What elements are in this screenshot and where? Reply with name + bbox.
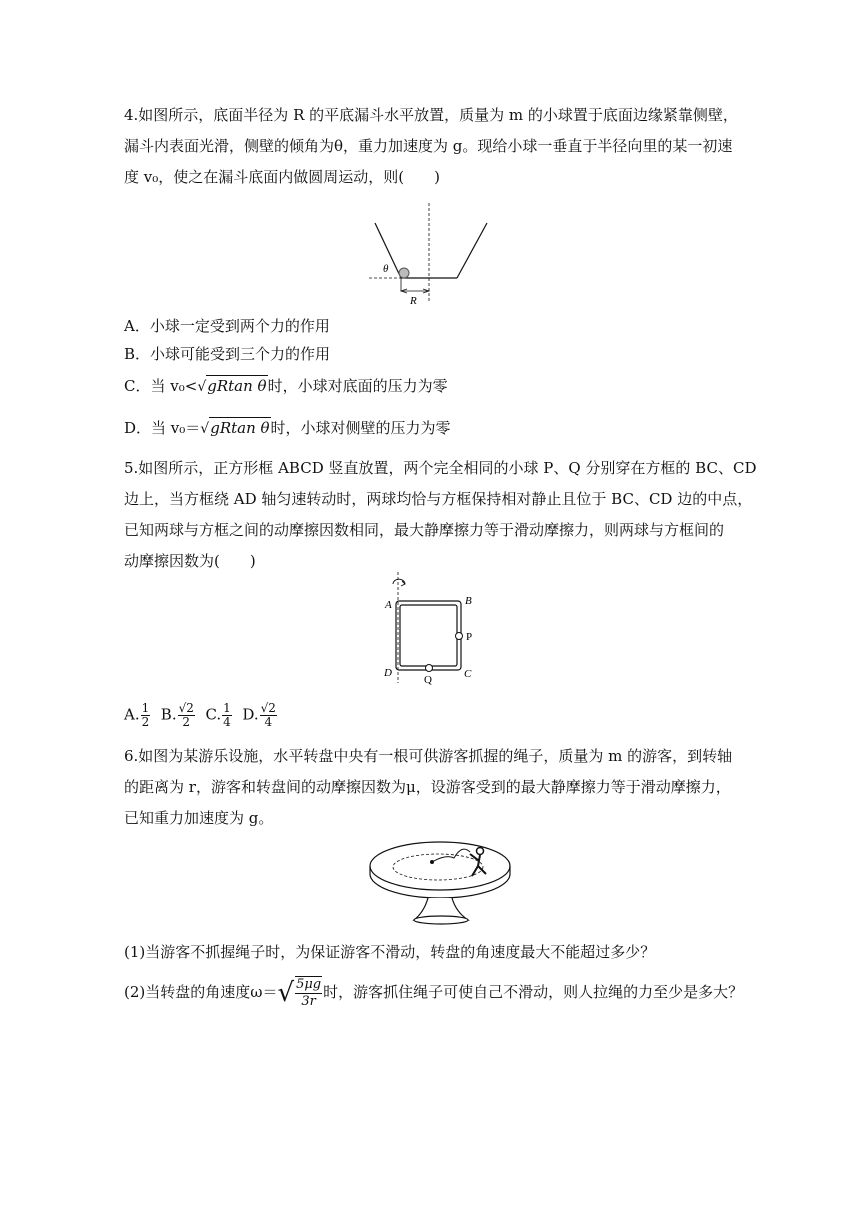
q5-option-b-fraction: $\frac{√2}{2}$: [178, 701, 194, 729]
q4-option-c-suffix: 时，小球对底面的压力为零: [267, 377, 448, 395]
q4-option-d-radicand: gRtan θ: [210, 419, 270, 437]
q4-option-c-radicand: gRtan θ: [207, 377, 267, 395]
q4-option-c: C．当 v₀<√gRtan θ时，小球对底面的压力为零: [124, 377, 448, 395]
vertex-d-label: D: [384, 667, 392, 679]
q6-subquestion-1: (1)当游客不抓握绳子时，为保证游客不滑动，转盘的角速度最大不能超过多少？: [124, 943, 656, 961]
vertex-c-label: C: [464, 668, 472, 680]
q5-option-a-fraction: $\frac{1}{2}$: [141, 701, 150, 729]
q6-subquestion-2-suffix: 时，游客抓住绳子可使自己不滑动，则人拉绳的力至少是多大？: [323, 983, 744, 1001]
omega-fraction: $\frac{5\mu g}{3r}$: [296, 977, 322, 1009]
theta-label: θ: [383, 263, 389, 275]
q5-option-c-label: C.: [205, 705, 222, 724]
q4-option-c-prefix: C．当 v₀<: [124, 377, 198, 395]
q4-option-b: B．小球可能受到三个力的作用: [124, 345, 331, 363]
q5-option-d-label: D.: [242, 705, 259, 724]
q4-option-d-suffix: 时，小球对侧壁的压力为零: [270, 419, 451, 437]
q6-stem-line-1: 6.如图为某游乐设施，水平转盘中央有一根可供游客抓握的绳子，质量为 m 的游客，到转轴: [124, 747, 733, 765]
q6-stem-line-2: 的距离为 r，游客和转盘间的动摩擦因数为μ，设游客受到的最大静摩擦力等于滑动摩擦力，: [124, 778, 731, 796]
q4-option-d-prefix: D．当 v₀＝: [124, 419, 201, 437]
ball-p-label: P: [466, 631, 473, 643]
q5-option-d-fraction: $\frac{√2}{4}$: [260, 701, 276, 729]
q5-stem-line-2: 边上，当方框绕 AD 轴匀速转动时，两球均恰与方框保持相对静止且位于 BC、CD 边的中点，: [124, 490, 753, 508]
turntable-figure: [366, 836, 516, 936]
vertex-a-label: A: [385, 599, 392, 611]
q4-option-d: D．当 v₀＝√gRtan θ时，小球对侧壁的压力为零: [124, 419, 451, 437]
q6-stem-line-3: 已知重力加速度为 g。: [124, 809, 274, 827]
vertex-b-label: B: [465, 595, 472, 607]
q6-subquestion-2-prefix: (2)当转盘的角速度ω＝: [124, 983, 278, 1001]
square-frame-figure: [375, 570, 485, 685]
q6-subquestion-2: (2)当转盘的角速度ω＝√ $\frac{5\mu g}{3r}$ 时，游客抓住绳子可使自己不滑动，则人拉绳的力至少是多大？: [124, 977, 744, 1009]
q5-stem-line-3: 已知两球与方框之间的动摩擦因数相同，最大静摩擦力等于滑动摩擦力，则两球与方框间的: [124, 521, 725, 539]
q5-option-c-fraction: $\frac{1}{4}$: [223, 701, 231, 729]
radius-label: R: [410, 295, 417, 305]
ball-q-label: Q: [424, 674, 432, 685]
q5-stem-line-4: 动摩擦因数为( ): [124, 552, 256, 570]
q5-option-b-label: B.: [160, 705, 177, 724]
q4-stem-line-1: 4.如图所示，底面半径为 R 的平底漏斗水平放置，质量为 m 的小球置于底面边缘紧靠侧壁，: [124, 106, 738, 124]
q5-options: [124, 702, 278, 729]
q4-option-a: A．小球一定受到两个力的作用: [124, 317, 330, 335]
q4-stem-line-3: 度 v₀，使之在漏斗底面内做圆周运动，则( ): [124, 168, 440, 186]
q5-stem-line-1: 5.如图所示，正方形框 ABCD 竖直放置，两个完全相同的小球 P、Q 分别穿在方框的 BC、CD: [124, 459, 757, 477]
q4-stem-line-2: 漏斗内表面光滑，侧壁的倾角为θ，重力加速度为 g。现给小球一垂直于半径向里的某一初速: [124, 137, 733, 155]
q5-option-a-label: A.: [124, 705, 140, 724]
funnel-figure: [365, 203, 495, 305]
